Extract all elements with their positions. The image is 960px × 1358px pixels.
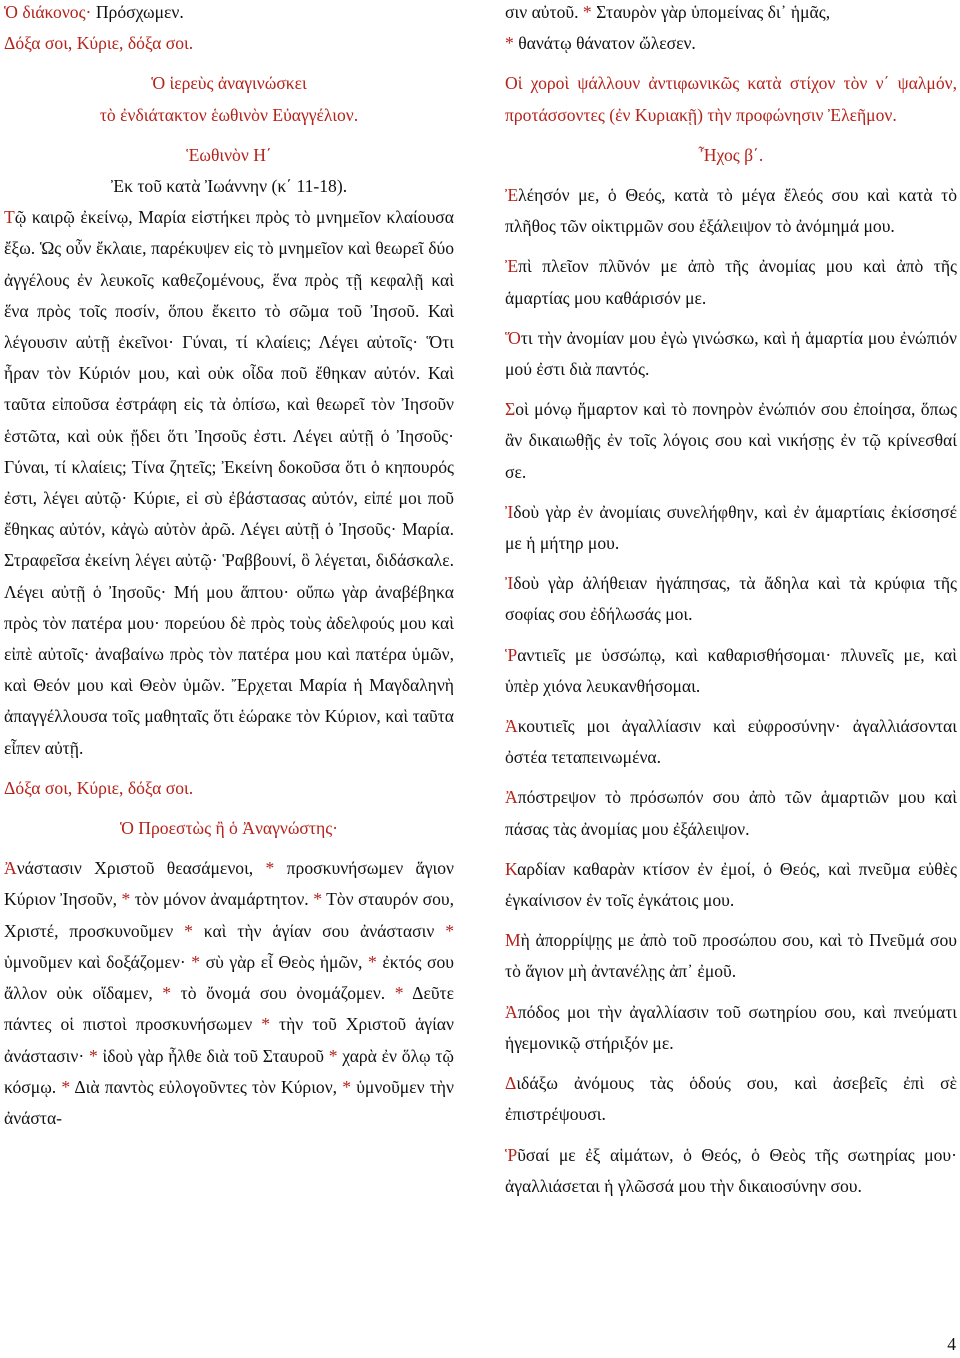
hymn-initial: Ἀ: [4, 858, 17, 879]
priest-rubric-line-2: τὸ ἐνδιάτακτον ἑωθινὸν Εὐαγγέλιον.: [99, 104, 359, 125]
psalm-verse: [505, 1140, 957, 1202]
psalm-verse: [505, 323, 957, 385]
hymn-part: ὑμνοῦμεν τὴν ἀνάστα-: [4, 1076, 454, 1128]
asterisk: *: [582, 2, 592, 22]
verse-initial: Δ: [505, 1073, 517, 1094]
resurrection-hymn: [4, 853, 454, 1134]
hymn-part: ἰδοὺ γὰρ ἦλθε διὰ τοῦ Σταυροῦ: [102, 1045, 324, 1066]
verse-text: ῦσαί με ἐξ αἱμάτων, ὁ Θεός, ὁ Θεὸς τῆς σωτηρίας μου· ἀγαλλιάσεται ἡ γλῶσσά μου τὴν δικαιοσύνην σου.: [505, 1144, 957, 1196]
hymn-continuation: [505, 0, 957, 59]
psalm-verses: [505, 180, 957, 1202]
deacon-rubric: Ὁ διάκονος·: [4, 2, 92, 22]
hymn-cont-a: σιν αὐτοῦ.: [505, 2, 579, 22]
asterisk: *: [313, 889, 322, 910]
gospel-reference: Ἐκ τοῦ κατὰ Ἰωάννην (κ΄ 11-18).: [110, 176, 348, 197]
hymn-part: ὑμνοῦμεν καὶ δοξάζομεν·: [4, 951, 186, 972]
hymn-part: τὴν τοῦ Χριστοῦ ἁγίαν ἀνάστασιν·: [4, 1014, 454, 1066]
asterisk: *: [265, 858, 275, 879]
verse-text: δοὺ γὰρ ἐν ἀνομίαις συνελήφθην, καὶ ἐν ἁμαρτίαις ἐκίσσησέ με ἡ μήτηρ μου.: [505, 501, 957, 554]
hymn-part: προσκυνήσωμεν ἅγιον Κύριον Ἰησοῦν,: [4, 858, 454, 910]
verse-text: πὶ πλεῖον πλῦνόν με ἀπὸ τῆς ἀνομίας μου καὶ ἀπὸ τῆς ἁμαρτίας μου καθάρισόν με.: [505, 256, 957, 308]
hymn-part: νάστασιν Χριστοῦ θεασάμενοι,: [16, 858, 254, 879]
hymn-part: Δεῦτε πάντες οἱ πιστοὶ προσκυνήσωμεν: [4, 983, 455, 1035]
verse-text: δοὺ γὰρ ἀλήθειαν ἠγάπησας, τὰ ἄδηλα καὶ τὰ κρύφια τῆς σοφίας σου ἐδήλωσάς μοι.: [505, 573, 957, 625]
verse-text: οὶ μόνῳ ἥμαρτον καὶ τὸ πονηρὸν ἐνώπιόν σου ἐποίησα, ὅπως ἂν δικαιωθῇς ἐν τοῖς λόγοις σου καὶ νικήσῃς ἐν τῷ κρίνεσθαί σε.: [505, 399, 957, 482]
verse-initial: Ἰ: [505, 501, 514, 522]
hymn-part: Διὰ παντὸς εὐλογοῦντες τὸν Κύριον,: [74, 1076, 338, 1097]
verse-initial: Ἀ: [505, 1001, 518, 1022]
hymn-part: τὸν μόνον ἀναμάρτητον.: [134, 889, 309, 910]
verse-initial: Ἀ: [505, 716, 518, 737]
asterisk: *: [394, 983, 404, 1004]
gospel-title: Ἑωθινὸν Η΄: [186, 144, 272, 165]
gospel-body: ῷ καιρῷ ἐκείνῳ, Μαρία εἱστήκει πρὸς τὸ μνημεῖον κλαίουσα ἔξω. Ὡς οὖν ἔκλαιε, παρέκυψεν εἰς τὸ μνημεῖον καὶ θεωρεῖ δύο ἀγγέλους ἐν λευκοῖς καθεζομένους, ἕνα πρὸς τῇ κεφαλῇ καὶ ἕνα πρὸς τοῖς ποσίν, ὅπου ἔκειτο τὸ σῶμα τοῦ Ἰησοῦ. Καὶ λέγουσιν αὐτῇ ἐκεῖνοι· Γύναι, τί κλαίεις; Λέγει αὐτοῖς· Ὅτι ἦραν τὸν Κύριόν μου, καὶ οὐκ οἶδα ποῦ ἔθηκαν αὐτόν. Καὶ ταῦτα εἰποῦσα ἐστράφη εἰς τὰ ὀπίσω, καὶ θεωρεῖ τὸν Ἰησοῦν ἑστῶτα, καὶ οὐκ ᾔδει ὅτι Ἰησοῦς ἐστι. Λέγει αὐτῇ ὁ Ἰησοῦς· Γύναι, τί κλαίεις; Τίνα ζητεῖς; Ἐκείνη δοκοῦσα ὅτι ὁ κηπουρός ἐστι, λέγει αὐτῷ· Κύριε, εἰ σὺ ἐβάστασας αὐτόν, εἰπέ μοι ποῦ ἔθηκας αὐτόν, κἀγὼ αὐτὸν ἀρῶ. Λέγει αὐτῇ ὁ Ἰησοῦς· Μαρία. Στραφεῖσα ἐκείνη λέγει αὐτῷ· Ῥαββουνί, ὃ λέγεται, διδάσκαλε. Λέγει αὐτῇ ὁ Ἰησοῦς· Μή μου ἅπτου· οὔπω γὰρ ἀναβέβηκα πρὸς τὸν πατέρα μου· πορεύου δὲ πρὸς τοὺς ἀδελφούς μου καὶ εἰπὲ αὐτοῖς· ἀναβαίνω πρὸς τὸν πατέρα μου καὶ πατέρα ὑμῶν, καὶ Θεόν μου καὶ Θεὸν ὑμῶν. Ἔρχεται Μαρία ἡ Μαγδαληνὴ ἀπαγγέλλουσα τοῖς μαθηταῖς ὅτι ἑώρακε τὸν Κύριον, καὶ ταῦτα εἶπεν αὐτῇ.: [4, 207, 454, 758]
tone-heading: Ἦχος β΄.: [698, 144, 764, 165]
asterisk: *: [162, 983, 172, 1004]
verse-text: ιδάξω ἀνόμους τὰς ὁδούς σου, καὶ ἀσεβεῖς ἐπὶ σὲ ἐπιστρέψουσι.: [505, 1073, 957, 1125]
right-column: [505, 0, 957, 1202]
asterisk: *: [445, 920, 454, 941]
psalm-verse: [505, 568, 957, 630]
proestos-rubric: Ὁ Προεστὼς ἢ ὁ Ἀναγνώστης·: [119, 818, 339, 839]
hymn-part: καὶ τὴν ἁγίαν σου ἀνάστασιν: [203, 920, 435, 941]
psalm-verse: [505, 711, 957, 773]
asterisk: *: [88, 1045, 98, 1066]
psalm-verse: [505, 782, 957, 844]
psalm-verse: [505, 180, 957, 242]
verse-initial: Ῥ: [505, 644, 518, 665]
verse-text: πόστρεψον τὸ πρόσωπόν σου ἀπὸ τῶν ἁμαρτιῶν μου καὶ πάσας τὰς ἀνομίας μου ἐξάλειψον.: [505, 787, 957, 839]
hymn-part: ἐκτός σου ἄλλον οὐκ οἴδαμεν,: [4, 951, 454, 1004]
glory-response-2: Δόξα σοι, Κύριε, δόξα σοι.: [4, 777, 194, 798]
verse-initial: Ἀ: [505, 787, 518, 808]
verse-initial: Κ: [505, 858, 518, 879]
verse-initial: Ἐ: [505, 256, 519, 277]
glory-response-1: Δόξα σοι, Κύριε, δόξα σοι.: [4, 33, 194, 54]
psalm-verse: [505, 251, 957, 313]
verse-text: κουτιεῖς μοι ἀγαλλίασιν καὶ εὐφροσύνην· ἀγαλλιάσονται ὀστέα τεταπεινωμένα.: [505, 716, 957, 768]
hymn-cont-c: θανάτῳ θάνατον ὤλεσεν.: [518, 33, 696, 54]
verse-initial: Ἰ: [505, 573, 514, 594]
verse-text: λέησόν με, ὁ Θεός, κατὰ τὸ μέγα ἔλεός σου καὶ κατὰ τὸ πλῆθος τῶν οἰκτιρμῶν σου ἐξάλειψον τὸ ἀνόμημά μου.: [505, 185, 957, 237]
psalm-verse: [505, 394, 957, 488]
psalm-verse: [505, 925, 957, 987]
verse-text: αρδίαν καθαρὰν κτίσον ἐν ἐμοί, ὁ Θεός, καὶ πνεῦμα εὐθὲς ἐγκαίνισον ἐν τοῖς ἐγκάτοις μου.: [505, 858, 957, 911]
hymn-part: χαρὰ ἐν ὅλῳ τῷ κόσμῳ.: [4, 1045, 454, 1097]
psalm-verse: [505, 497, 957, 559]
hymn-part: σὺ γὰρ εἶ Θεὸς ἡμῶν,: [205, 951, 363, 972]
verse-initial: Σ: [505, 399, 516, 420]
gospel-text: [4, 202, 454, 764]
asterisk: *: [61, 1076, 71, 1097]
asterisk: *: [261, 1014, 271, 1035]
verse-text: αντιεῖς με ὑσσώπῳ, καὶ καθαρισθήσομαι· πλυνεῖς με, καὶ ὑπὲρ χιόνα λευκανθήσομαι.: [505, 644, 957, 696]
psalm-verse: [505, 854, 957, 916]
left-column: [4, 0, 454, 1134]
hymn-cont-b: Σταυρὸν γὰρ ὑπομείνας δι᾽ ἡμᾶς,: [596, 2, 831, 22]
deacon-line: [4, 0, 454, 28]
psalm-verse: [505, 1068, 957, 1130]
asterisk: *: [367, 951, 377, 972]
verse-initial: Ἐ: [505, 185, 519, 206]
gospel-initial: Τ: [4, 207, 15, 228]
asterisk: *: [342, 1076, 352, 1097]
asterisk: *: [328, 1045, 338, 1066]
verse-text: ὴ ἀπορρίψῃς με ἀπὸ τοῦ προσώπου σου, καὶ τὸ Πνεῦμά σου τὸ ἅγιον μὴ ἀντανέλῃς ἀπ᾽ ἐμοῦ.: [505, 930, 957, 982]
verse-initial: Ῥ: [505, 1144, 518, 1165]
hymn-part: τὸ ὄνομά σου ὀνομάζομεν.: [180, 983, 386, 1004]
verse-initial: Ὅ: [505, 327, 521, 348]
page-number: 4: [947, 1334, 956, 1354]
asterisk: *: [191, 951, 201, 972]
deacon-text: Πρόσχωμεν.: [95, 2, 184, 22]
priest-rubric-line-1: Ὁ ἱερεὺς ἀναγινώσκει: [151, 73, 307, 94]
verse-text: πόδος μοι τὴν ἀγαλλίασιν τοῦ σωτηρίου σου, καὶ πνεύματι ἡγεμονικῷ στήριξόν με.: [505, 1001, 957, 1053]
hymn-part: Τὸν σταυρόν σου, Χριστέ, προσκυνοῦμεν: [4, 889, 454, 941]
asterisk: *: [505, 33, 514, 54]
choirs-rubric: Οἱ χοροὶ ψάλλουν ἀντιφωνικῶς κατὰ στίχον τὸν ν΄ ψαλμόν, προτάσσοντες (ἐν Κυριακῇ) τὴν προφώνησιν Ἐλεῆμον.: [505, 73, 957, 125]
asterisk: *: [121, 889, 131, 910]
psalm-verse: [505, 997, 957, 1059]
psalm-verse: [505, 640, 957, 702]
verse-text: τι τὴν ἀνομίαν μου ἐγὼ γινώσκω, καὶ ἡ ἁμαρτία μου ἐνώπιόν μού ἐστι διὰ παντός.: [505, 327, 957, 380]
asterisk: *: [184, 920, 193, 941]
verse-initial: Μ: [505, 930, 521, 951]
